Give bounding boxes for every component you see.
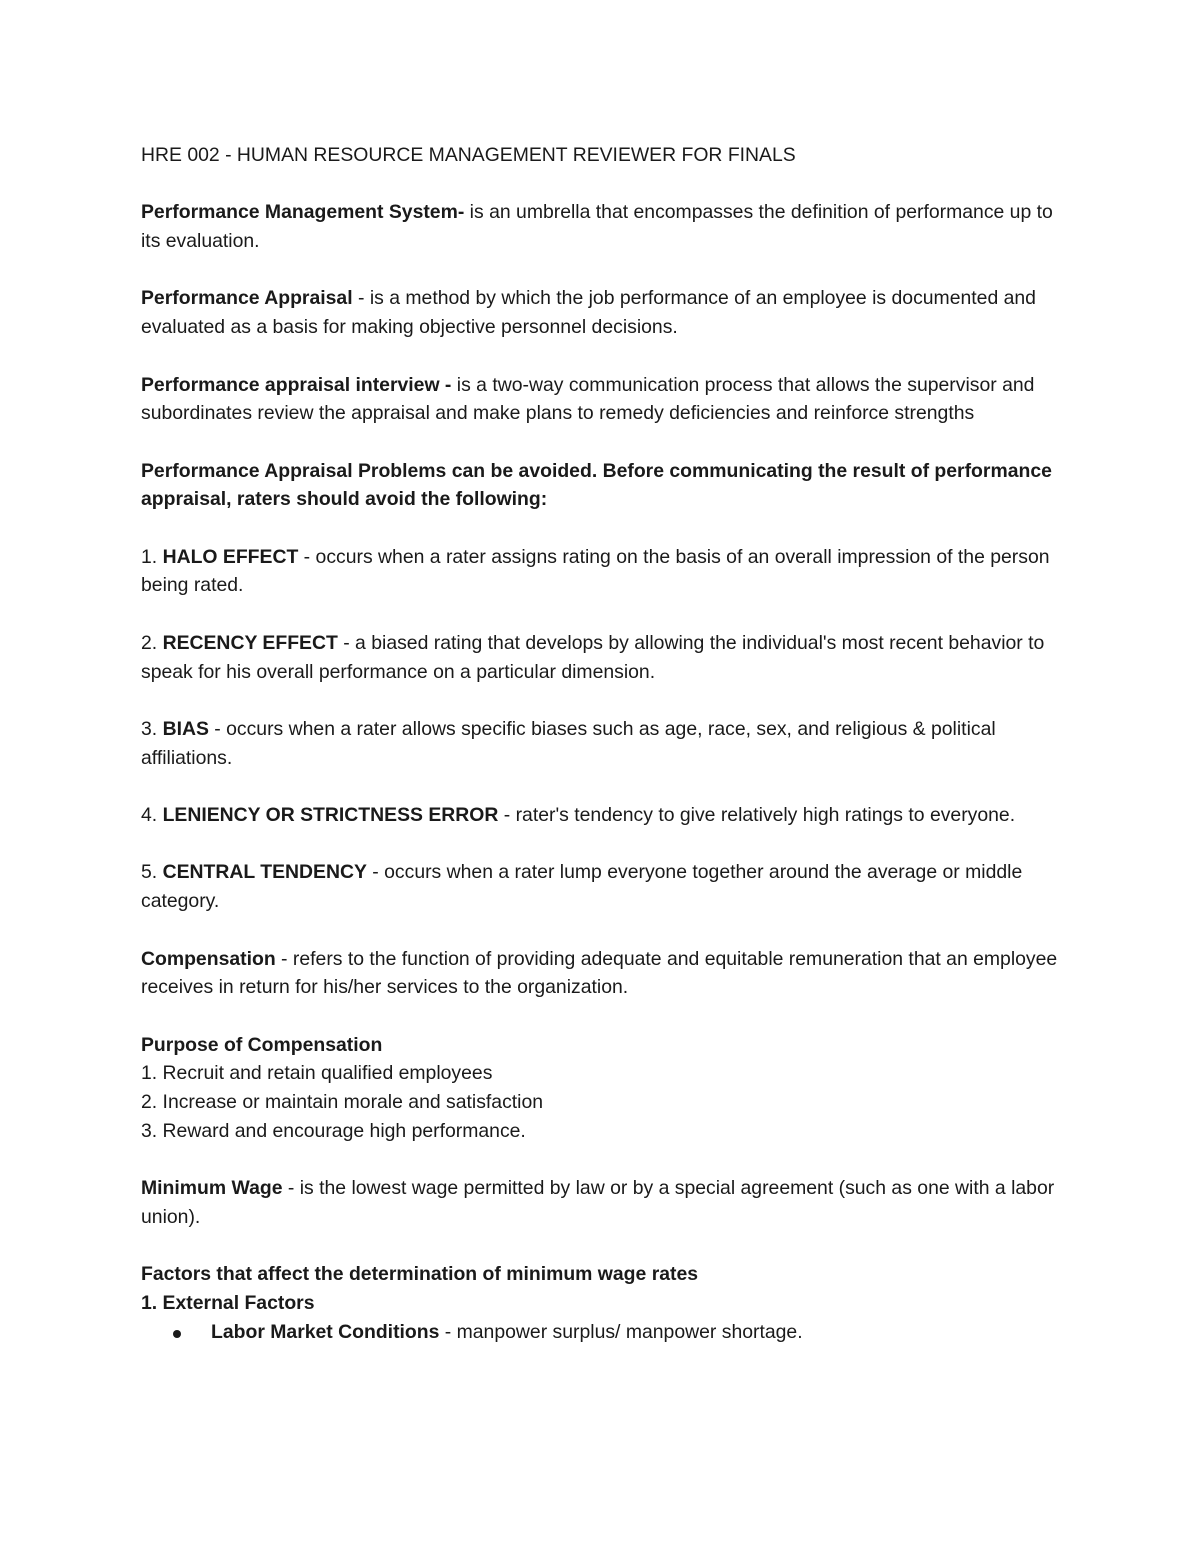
problem-item [141, 543, 1061, 600]
list-item: 1. Recruit and retain qualified employees [141, 1062, 493, 1085]
item-number: 2. [141, 631, 163, 654]
list-item: 3. Reward and encourage high performance. [141, 1119, 526, 1142]
term: RECENCY EFFECT [162, 631, 338, 654]
list-item: 2. Increase or maintain morale and satisfaction [141, 1091, 544, 1114]
section-heading: Factors that affect the determination of minimum wage rates [141, 1263, 699, 1286]
definition-text: is a two-way communication process that allows the supervisor and subordinates review the appraisal and make plans to remedy deficiencies and reinforce strengths [141, 373, 1035, 425]
definition-text: - refers to the function of providing adequate and equitable remuneration that an employee receives in return for his/her services to the organization. [141, 947, 1058, 999]
purpose-of-compensation [141, 1031, 1061, 1146]
definition-text: - manpower surplus/ manpower shortage. [439, 1320, 803, 1343]
factors-section [141, 1260, 1061, 1346]
document-title: HRE 002 - HUMAN RESOURCE MANAGEMENT REVIEWER FOR FINALS [141, 144, 796, 166]
definition-text: - occurs when a rater assigns rating on the basis of an overall impression of the person being rated. [141, 545, 1050, 597]
bullet-icon [173, 1330, 181, 1338]
definition-performance-appraisal-interview [141, 371, 1061, 428]
bullet-list [141, 1318, 1061, 1347]
term: Performance Appraisal [141, 287, 353, 310]
definition-performance-management-system [141, 198, 1061, 255]
problems-heading: Performance Appraisal Problems can be avoided. Before communicating the result of performance appraisal, raters should avoid the following: [141, 459, 1052, 511]
subsection-heading: 1. External Factors [141, 1291, 315, 1314]
definition-text: - rater's tendency to give relatively high ratings to everyone. [498, 804, 1016, 827]
definition-text: - a biased rating that develops by allowing the individual's most recent behavior to speak for his overall performance on a particular dimension. [141, 631, 1045, 683]
section-heading: Purpose of Compensation [141, 1033, 383, 1056]
problem-item [141, 715, 1061, 772]
item-number: 1. [141, 545, 163, 568]
definition-text: - is the lowest wage permitted by law or by a special agreement (such as one with a labor union). [141, 1177, 1055, 1228]
term: LENIENCY OR STRICTNESS ERROR [162, 804, 499, 827]
problem-item [141, 629, 1061, 686]
document-body [141, 141, 1061, 1346]
definition-text: - is a method by which the job performance of an employee is documented and evaluated as a basis for making objective personnel decisions. [141, 287, 1036, 339]
definition-text: is an umbrella that encompasses the definition of performance up to its evaluation. [141, 201, 1053, 253]
problem-item [141, 858, 1061, 915]
definition-performance-appraisal [141, 284, 1061, 341]
term: Performance appraisal interview - [141, 373, 452, 396]
definition-text: - occurs when a rater allows specific biases such as age, race, sex, and religious & political affiliations. [141, 717, 996, 769]
definition-minimum-wage [141, 1174, 1061, 1231]
list-item [141, 1318, 1061, 1347]
definition-compensation [141, 945, 1061, 1002]
term: Performance Management System- [141, 201, 465, 224]
term: Compensation [141, 947, 276, 970]
item-number: 3. [141, 717, 163, 740]
problem-item [141, 801, 1061, 830]
item-number: 4. [141, 804, 163, 827]
term: CENTRAL TENDENCY [162, 861, 367, 884]
term: Minimum Wage [141, 1177, 283, 1200]
definition-text: - occurs when a rater lump everyone together around the average or middle category. [141, 861, 1023, 913]
item-number: 5. [141, 861, 163, 884]
term: BIAS [162, 717, 209, 740]
term: HALO EFFECT [162, 545, 299, 568]
term: Labor Market Conditions [211, 1320, 440, 1343]
